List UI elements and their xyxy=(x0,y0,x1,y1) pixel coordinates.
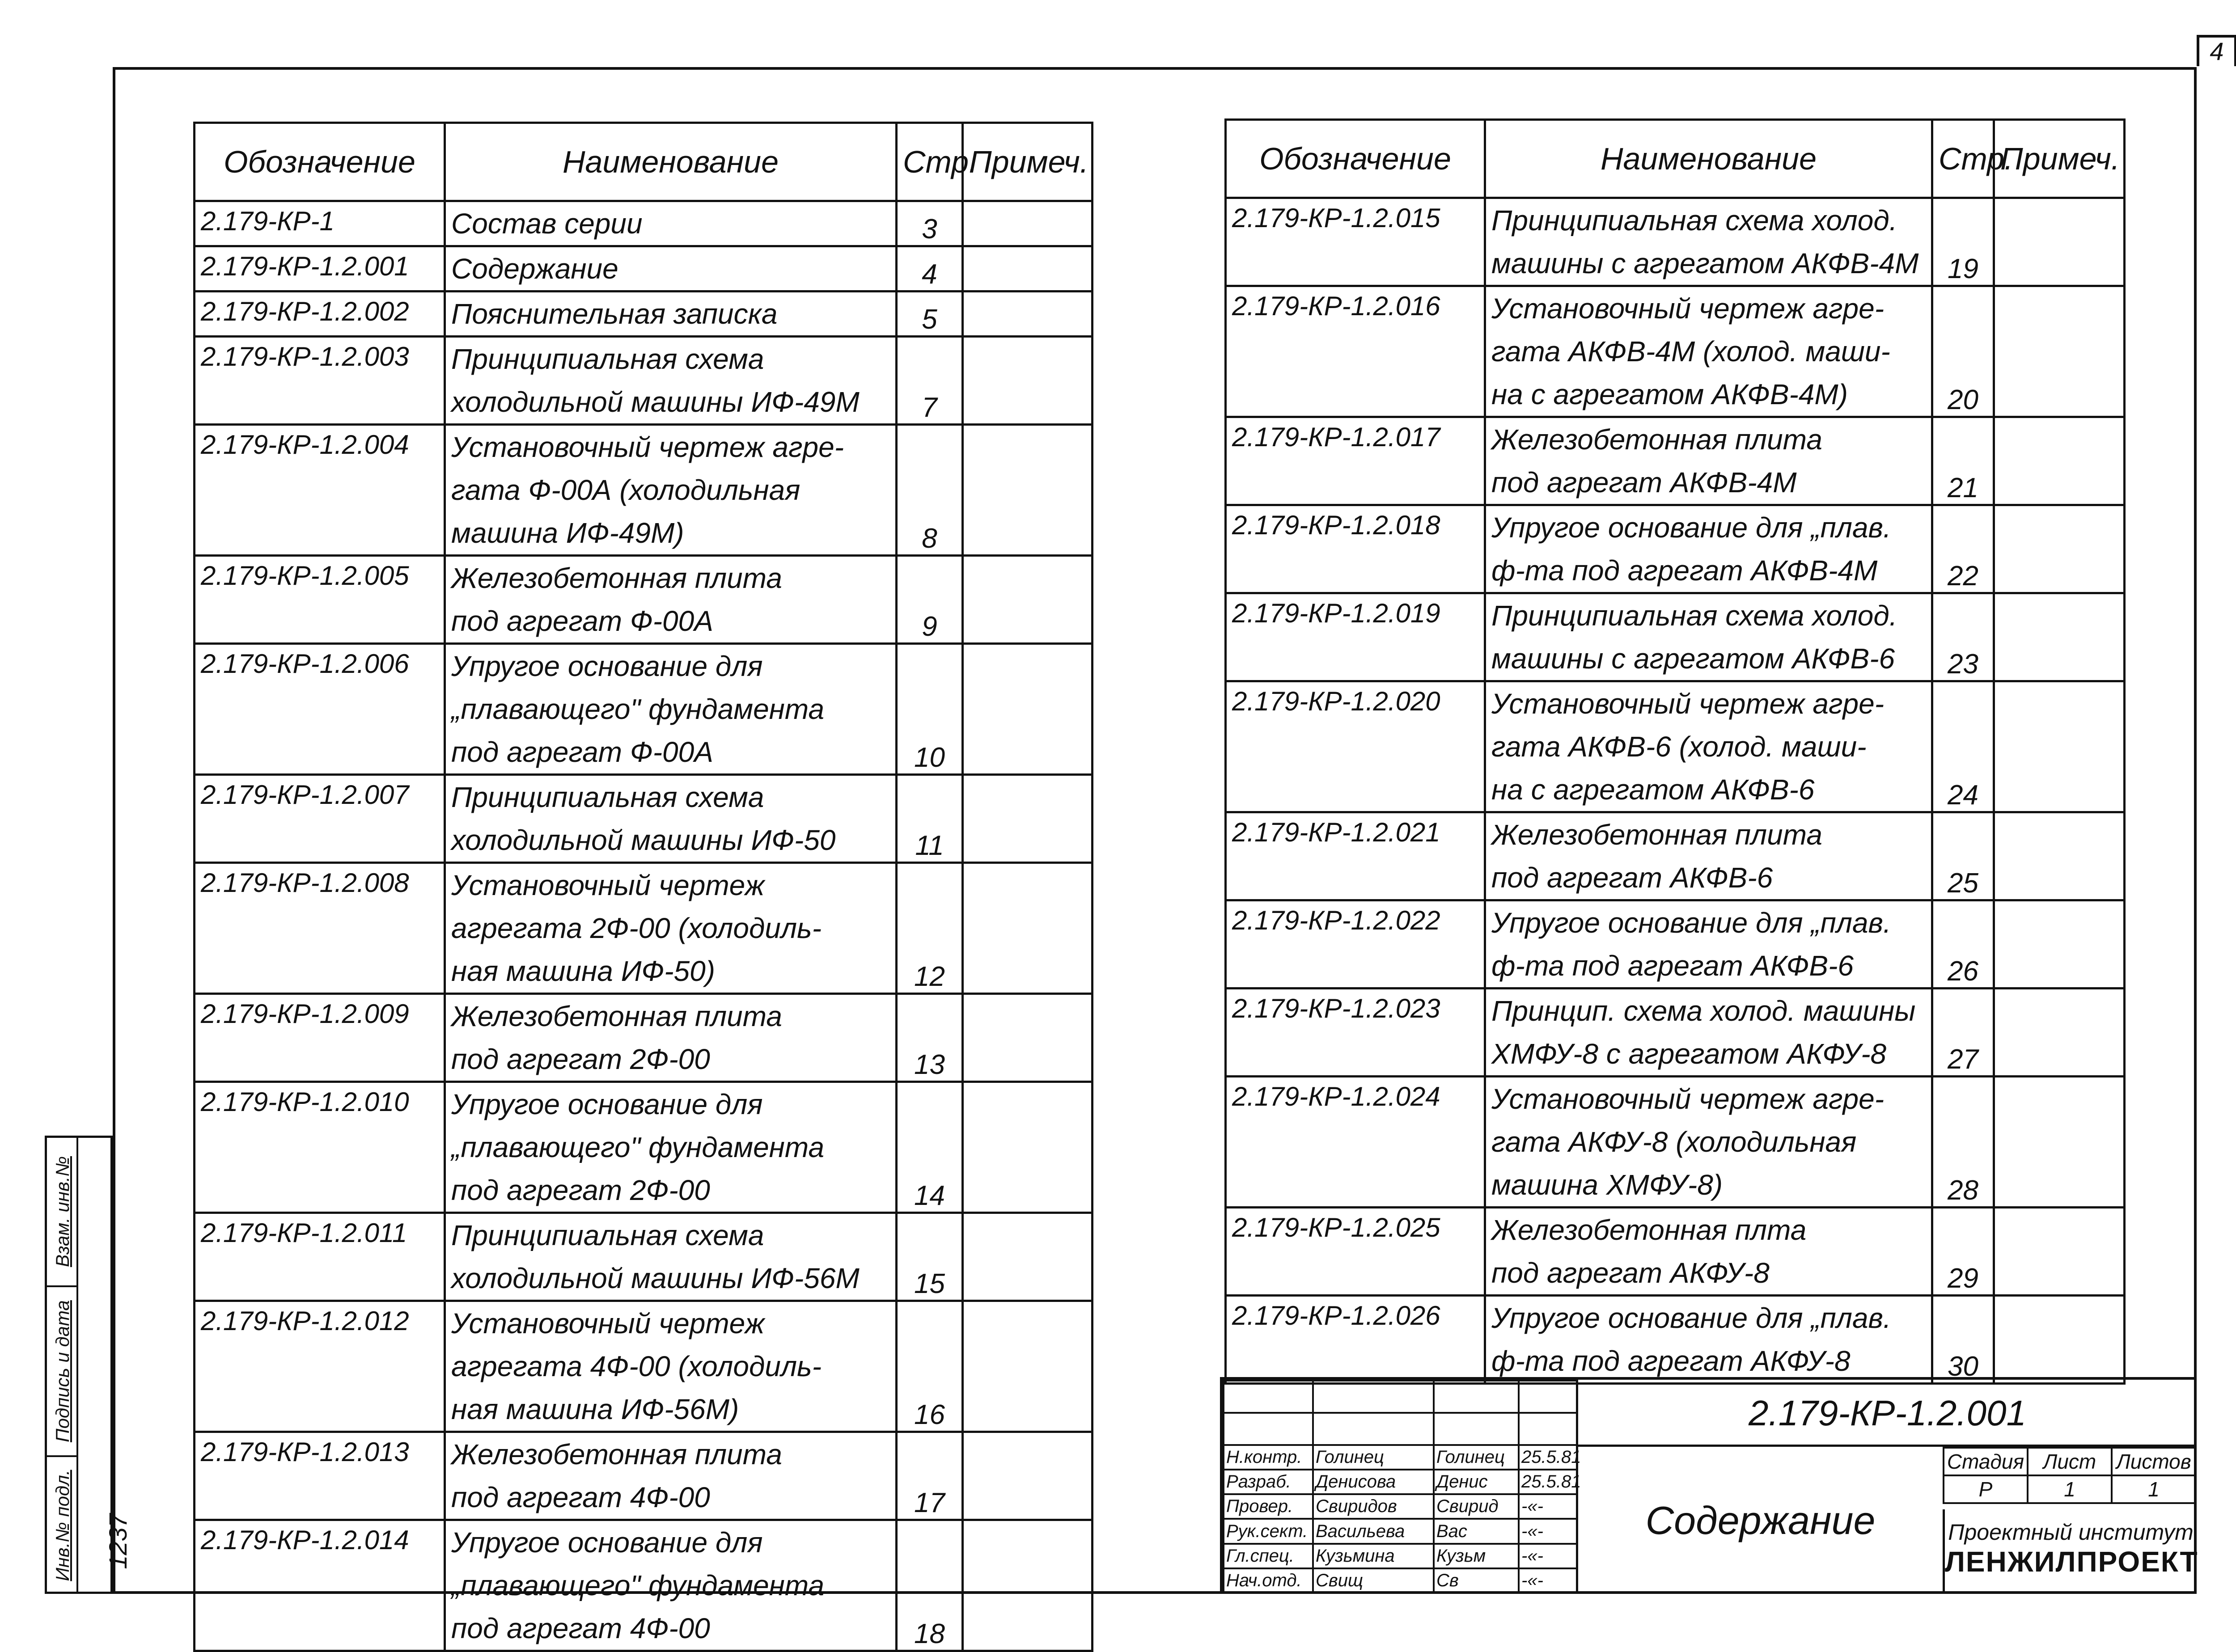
cell-name: Железобетонная плита под агрегат Ф-00А xyxy=(445,556,897,644)
cell-code: 2.179-КР-1.2.019 xyxy=(1226,593,1485,681)
cell-page: 15 xyxy=(897,1213,963,1301)
header-note: Примеч. xyxy=(1994,120,2125,198)
signature-row xyxy=(1224,1494,1577,1519)
side-strip-labels xyxy=(47,1138,78,1592)
cell-code: 2.179-КР-1.2.021 xyxy=(1226,812,1485,900)
cell-code: 2.179-КР-1.2.008 xyxy=(195,863,445,994)
cell-note xyxy=(1994,198,2125,286)
header-page: Стр. xyxy=(1932,120,1994,198)
cell-page: 5 xyxy=(897,292,963,337)
replace-label: Взам. инв.№ xyxy=(52,1156,73,1268)
cell-code: 2.179-КР-1.2.004 xyxy=(195,425,445,556)
signature-role: Провер. xyxy=(1224,1494,1313,1519)
cell-note xyxy=(1994,681,2125,812)
cell-page: 16 xyxy=(897,1301,963,1432)
signature-name: Кузьмина xyxy=(1313,1544,1434,1568)
cell-code: 2.179-КР-1.2.011 xyxy=(195,1213,445,1301)
cell-name: Принципиальная схема холодильной машины ИФ-56М xyxy=(445,1213,897,1301)
inv-cell xyxy=(47,1138,78,1285)
table-row xyxy=(1226,1296,2125,1384)
table-row xyxy=(195,644,1093,775)
cell-name: Установочный чертеж агре- гата АКФВ-4М (холод. маши- на с агрегатом АКФВ-4М) xyxy=(1485,286,1932,417)
table-row xyxy=(195,1082,1093,1213)
cell-name: Пояснительная записка xyxy=(445,292,897,337)
cell-note xyxy=(963,201,1093,246)
cell-page: 10 xyxy=(897,644,963,775)
cell-code: 2.179-КР-1.2.007 xyxy=(195,775,445,863)
cell-name: Упругое основание для „плав. ф-та под агрегат АКФУ-8 xyxy=(1485,1296,1932,1384)
cell-note xyxy=(1994,900,2125,989)
cell-name: Состав серии xyxy=(445,201,897,246)
header-note: Примеч. xyxy=(963,123,1093,201)
cell-note xyxy=(963,1301,1093,1432)
signature-sign: Голинец xyxy=(1434,1445,1519,1470)
cell-code: 2.179-КР-1.2.009 xyxy=(195,994,445,1082)
cell-note xyxy=(963,246,1093,292)
cell-note xyxy=(963,994,1093,1082)
cell-page: 14 xyxy=(897,1082,963,1213)
signature-sign: Денис xyxy=(1434,1470,1519,1494)
cell-name: Железобетонная плита под агрегат АКФВ-4М xyxy=(1485,417,1932,505)
cell-page: 13 xyxy=(897,994,963,1082)
cell-page: 19 xyxy=(1932,198,1994,286)
cell-page: 28 xyxy=(1932,1077,1994,1208)
signature-date: 25.5.81 xyxy=(1519,1470,1577,1494)
cell-page: 23 xyxy=(1932,593,1994,681)
cell-code: 2.179-КР-1.2.010 xyxy=(195,1082,445,1213)
signature-date: -«- xyxy=(1519,1519,1577,1543)
sheets-value: 1 xyxy=(2112,1475,2196,1503)
signature-role: Рук.сект. xyxy=(1224,1519,1313,1543)
cell-code: 2.179-КР-1.2.024 xyxy=(1226,1077,1485,1208)
cell-page: 11 xyxy=(897,775,963,863)
cell-code: 2.179-КР-1.2.001 xyxy=(195,246,445,292)
cell-note xyxy=(1994,505,2125,593)
cell-name: Принципиальная схема холодильной машины ИФ-50 xyxy=(445,775,897,863)
cell-name: Установочный чертеж агре- гата АКФВ-6 (холод. маши- на с агрегатом АКФВ-6 xyxy=(1485,681,1932,812)
cell-name: Принципиальная схема холод. машины с агрегатом АКФВ-6 xyxy=(1485,593,1932,681)
header-designation: Обозначение xyxy=(1226,120,1485,198)
inv-label: Инв.№ подл. xyxy=(52,1470,73,1581)
cell-code: 2.179-КР-1.2.026 xyxy=(1226,1296,1485,1384)
cell-name: Установочный чертеж агрегата 2Ф-00 (холодиль- ная машина ИФ-50) xyxy=(445,863,897,994)
side-strip xyxy=(45,1136,132,1594)
cell-note xyxy=(963,425,1093,556)
cell-name: Железобетонная плита под агрегат 2Ф-00 xyxy=(445,994,897,1082)
cell-name: Принципиальная схема холодильной машины ИФ-49М xyxy=(445,337,897,425)
cell-note xyxy=(963,1432,1093,1520)
signature-date: -«- xyxy=(1519,1568,1577,1593)
cell-note xyxy=(963,644,1093,775)
table-row xyxy=(1226,989,2125,1077)
cell-code: 2.179-КР-1.2.003 xyxy=(195,337,445,425)
cell-name: Принципиальная схема холод. машины с агрегатом АКФВ-4М xyxy=(1485,198,1932,286)
table-row xyxy=(1226,900,2125,989)
cell-code: 2.179-КР-1.2.022 xyxy=(1226,900,1485,989)
cell-code: 2.179-КР-1.2.014 xyxy=(195,1520,445,1651)
cell-page: 12 xyxy=(897,863,963,994)
cell-name: Установочный чертеж агрегата 4Ф-00 (холодиль- ная машина ИФ-56М) xyxy=(445,1301,897,1432)
signature-row xyxy=(1224,1519,1577,1543)
cell-note xyxy=(963,1082,1093,1213)
cell-name: Упругое основание для „плавающего" фундамента под агрегат 4Ф-00 xyxy=(445,1520,897,1651)
cell-page: 24 xyxy=(1932,681,1994,812)
cell-page: 27 xyxy=(1932,989,1994,1077)
cell-note xyxy=(1994,1077,2125,1208)
cell-name: Упругое основание для „плав. ф-та под агрегат АКФВ-6 xyxy=(1485,900,1932,989)
organization-block xyxy=(1943,1509,2197,1594)
signature-date: -«- xyxy=(1519,1494,1577,1519)
signature-row xyxy=(1224,1445,1577,1470)
cell-note xyxy=(963,775,1093,863)
signature-row xyxy=(1224,1470,1577,1494)
signature-sign: Св xyxy=(1434,1568,1519,1593)
contents-table-left xyxy=(193,122,1093,1652)
stage-value: Р xyxy=(1944,1475,2028,1503)
cell-note xyxy=(1994,1296,2125,1384)
table-row xyxy=(195,1432,1093,1520)
cell-page: 30 xyxy=(1932,1296,1994,1384)
signature-row xyxy=(1224,1568,1577,1593)
signature-role: Н.контр. xyxy=(1224,1445,1313,1470)
cell-note xyxy=(1994,286,2125,417)
cell-name: Упругое основание для „плавающего" фундамента под агрегат 2Ф-00 xyxy=(445,1082,897,1213)
cell-page: 29 xyxy=(1932,1208,1994,1296)
cell-name: Установочный чертеж агре- гата Ф-00А (холодильная машина ИФ-49М) xyxy=(445,425,897,556)
table-row xyxy=(195,994,1093,1082)
header-page: Стр. xyxy=(897,123,963,201)
cell-name: Упругое основание для „плав. ф-та под агрегат АКФВ-4М xyxy=(1485,505,1932,593)
stage-table xyxy=(1943,1447,2197,1504)
header-name: Наименование xyxy=(445,123,897,201)
cell-code: 2.179-КР-1.2.006 xyxy=(195,644,445,775)
cell-page: 8 xyxy=(897,425,963,556)
table-row xyxy=(1226,505,2125,593)
signature-name: Свищ xyxy=(1313,1568,1434,1593)
cell-note xyxy=(1994,417,2125,505)
title-block xyxy=(1220,1377,2197,1594)
table-row xyxy=(195,1520,1093,1651)
cell-note xyxy=(963,1520,1093,1651)
cell-note xyxy=(1994,989,2125,1077)
sheet-value: 1 xyxy=(2028,1475,2112,1503)
table-row xyxy=(195,1213,1093,1301)
cell-page: 26 xyxy=(1932,900,1994,989)
document-title: Содержание xyxy=(1576,1447,1943,1594)
table-row xyxy=(195,1301,1093,1432)
cell-note xyxy=(963,337,1093,425)
cell-note xyxy=(963,556,1093,644)
cell-name: Железобетонная плита под агрегат АКФВ-6 xyxy=(1485,812,1932,900)
cell-note xyxy=(1994,1208,2125,1296)
cell-page: 7 xyxy=(897,337,963,425)
cell-code: 2.179-КР-1.2.012 xyxy=(195,1301,445,1432)
signature-sign: Свирид xyxy=(1434,1494,1519,1519)
cell-code: 2.179-КР-1.2.005 xyxy=(195,556,445,644)
cell-name: Упругое основание для „плавающего" фундамента под агрегат Ф-00А xyxy=(445,644,897,775)
header-name: Наименование xyxy=(1485,120,1932,198)
contents-table-right xyxy=(1224,118,2126,1385)
cell-code: 2.179-КР-1.2.002 xyxy=(195,292,445,337)
inv-orig-cell xyxy=(47,1455,78,1594)
sheet-label: Лист xyxy=(2028,1448,2112,1475)
signature-name: Васильева xyxy=(1313,1519,1434,1543)
cell-code: 2.179-КР-1.2.017 xyxy=(1226,417,1485,505)
cell-code: 2.179-КР-1.2.015 xyxy=(1226,198,1485,286)
cell-name: Содержание xyxy=(445,246,897,292)
signature-name: Свиридов xyxy=(1313,1494,1434,1519)
cell-page: 21 xyxy=(1932,417,1994,505)
table-row xyxy=(195,775,1093,863)
cell-code: 2.179-КР-1.2.016 xyxy=(1226,286,1485,417)
sign-date-cell xyxy=(47,1285,78,1455)
signature-row xyxy=(1224,1544,1577,1568)
table-row xyxy=(195,246,1093,292)
cell-code: 2.179-КР-1.2.025 xyxy=(1226,1208,1485,1296)
table-row xyxy=(195,201,1093,246)
cell-name: Железобетонная плта под агрегат АКФУ-8 xyxy=(1485,1208,1932,1296)
cell-code: 2.179-КР-1.2.013 xyxy=(195,1432,445,1520)
table-row xyxy=(195,292,1093,337)
cell-code: 2.179-КР-1 xyxy=(195,201,445,246)
cell-code: 2.179-КР-1.2.020 xyxy=(1226,681,1485,812)
table-row xyxy=(1226,1077,2125,1208)
cell-page: 25 xyxy=(1932,812,1994,900)
cell-code: 2.179-КР-1.2.023 xyxy=(1226,989,1485,1077)
table-row xyxy=(195,556,1093,644)
cell-note xyxy=(1994,812,2125,900)
signature-sign: Вас xyxy=(1434,1519,1519,1543)
cell-code: 2.179-КР-1.2.018 xyxy=(1226,505,1485,593)
table-row xyxy=(195,425,1093,556)
document-code: 2.179-КР-1.2.001 xyxy=(1576,1380,2197,1447)
cell-name: Железобетонная плита под агрегат 4Ф-00 xyxy=(445,1432,897,1520)
table-row xyxy=(1226,593,2125,681)
cell-page: 3 xyxy=(897,201,963,246)
header-designation: Обозначение xyxy=(195,123,445,201)
table-row xyxy=(1226,812,2125,900)
table-row xyxy=(195,337,1093,425)
sheets-label: Листов xyxy=(2112,1448,2196,1475)
signature-role: Гл.спец. xyxy=(1224,1544,1313,1568)
organization-name: ЛЕНЖИЛПРОЕКТ xyxy=(1945,1546,2198,1578)
sign-date-label: Подпись и дата xyxy=(52,1300,73,1442)
table-row xyxy=(1226,1208,2125,1296)
table-row xyxy=(1226,417,2125,505)
signature-name: Денисова xyxy=(1313,1470,1434,1494)
table-row xyxy=(195,863,1093,994)
signature-sign: Кузьм xyxy=(1434,1544,1519,1568)
cell-note xyxy=(963,292,1093,337)
table-row xyxy=(1226,198,2125,286)
stage-label: Стадия xyxy=(1944,1448,2028,1475)
signature-date: -«- xyxy=(1519,1544,1577,1568)
signature-name: Голинец xyxy=(1313,1445,1434,1470)
cell-note xyxy=(963,863,1093,994)
signature-role: Нач.отд. xyxy=(1224,1568,1313,1593)
cell-page: 18 xyxy=(897,1520,963,1651)
table-row xyxy=(1226,681,2125,812)
signature-grid xyxy=(1223,1380,1581,1594)
table-row xyxy=(1226,286,2125,417)
signature-date: 25.5.81 xyxy=(1519,1445,1577,1470)
cell-page: 20 xyxy=(1932,286,1994,417)
cell-page: 17 xyxy=(897,1432,963,1520)
cell-note xyxy=(963,1213,1093,1301)
institute-label: Проектный институт xyxy=(1948,1520,2194,1545)
cell-name: Принцип. схема холод. машины ХМФУ-8 с агрегатом АКФУ-8 xyxy=(1485,989,1932,1077)
cell-page: 9 xyxy=(897,556,963,644)
cell-page: 22 xyxy=(1932,505,1994,593)
cell-name: Установочный чертеж агре- гата АКФУ-8 (холодильная машина ХМФУ-8) xyxy=(1485,1077,1932,1208)
cell-note xyxy=(1994,593,2125,681)
cell-page: 4 xyxy=(897,246,963,292)
sheet-number: 4 xyxy=(2197,35,2236,66)
inv-value: 1237 xyxy=(103,1513,132,1569)
signature-role: Разраб. xyxy=(1224,1470,1313,1494)
